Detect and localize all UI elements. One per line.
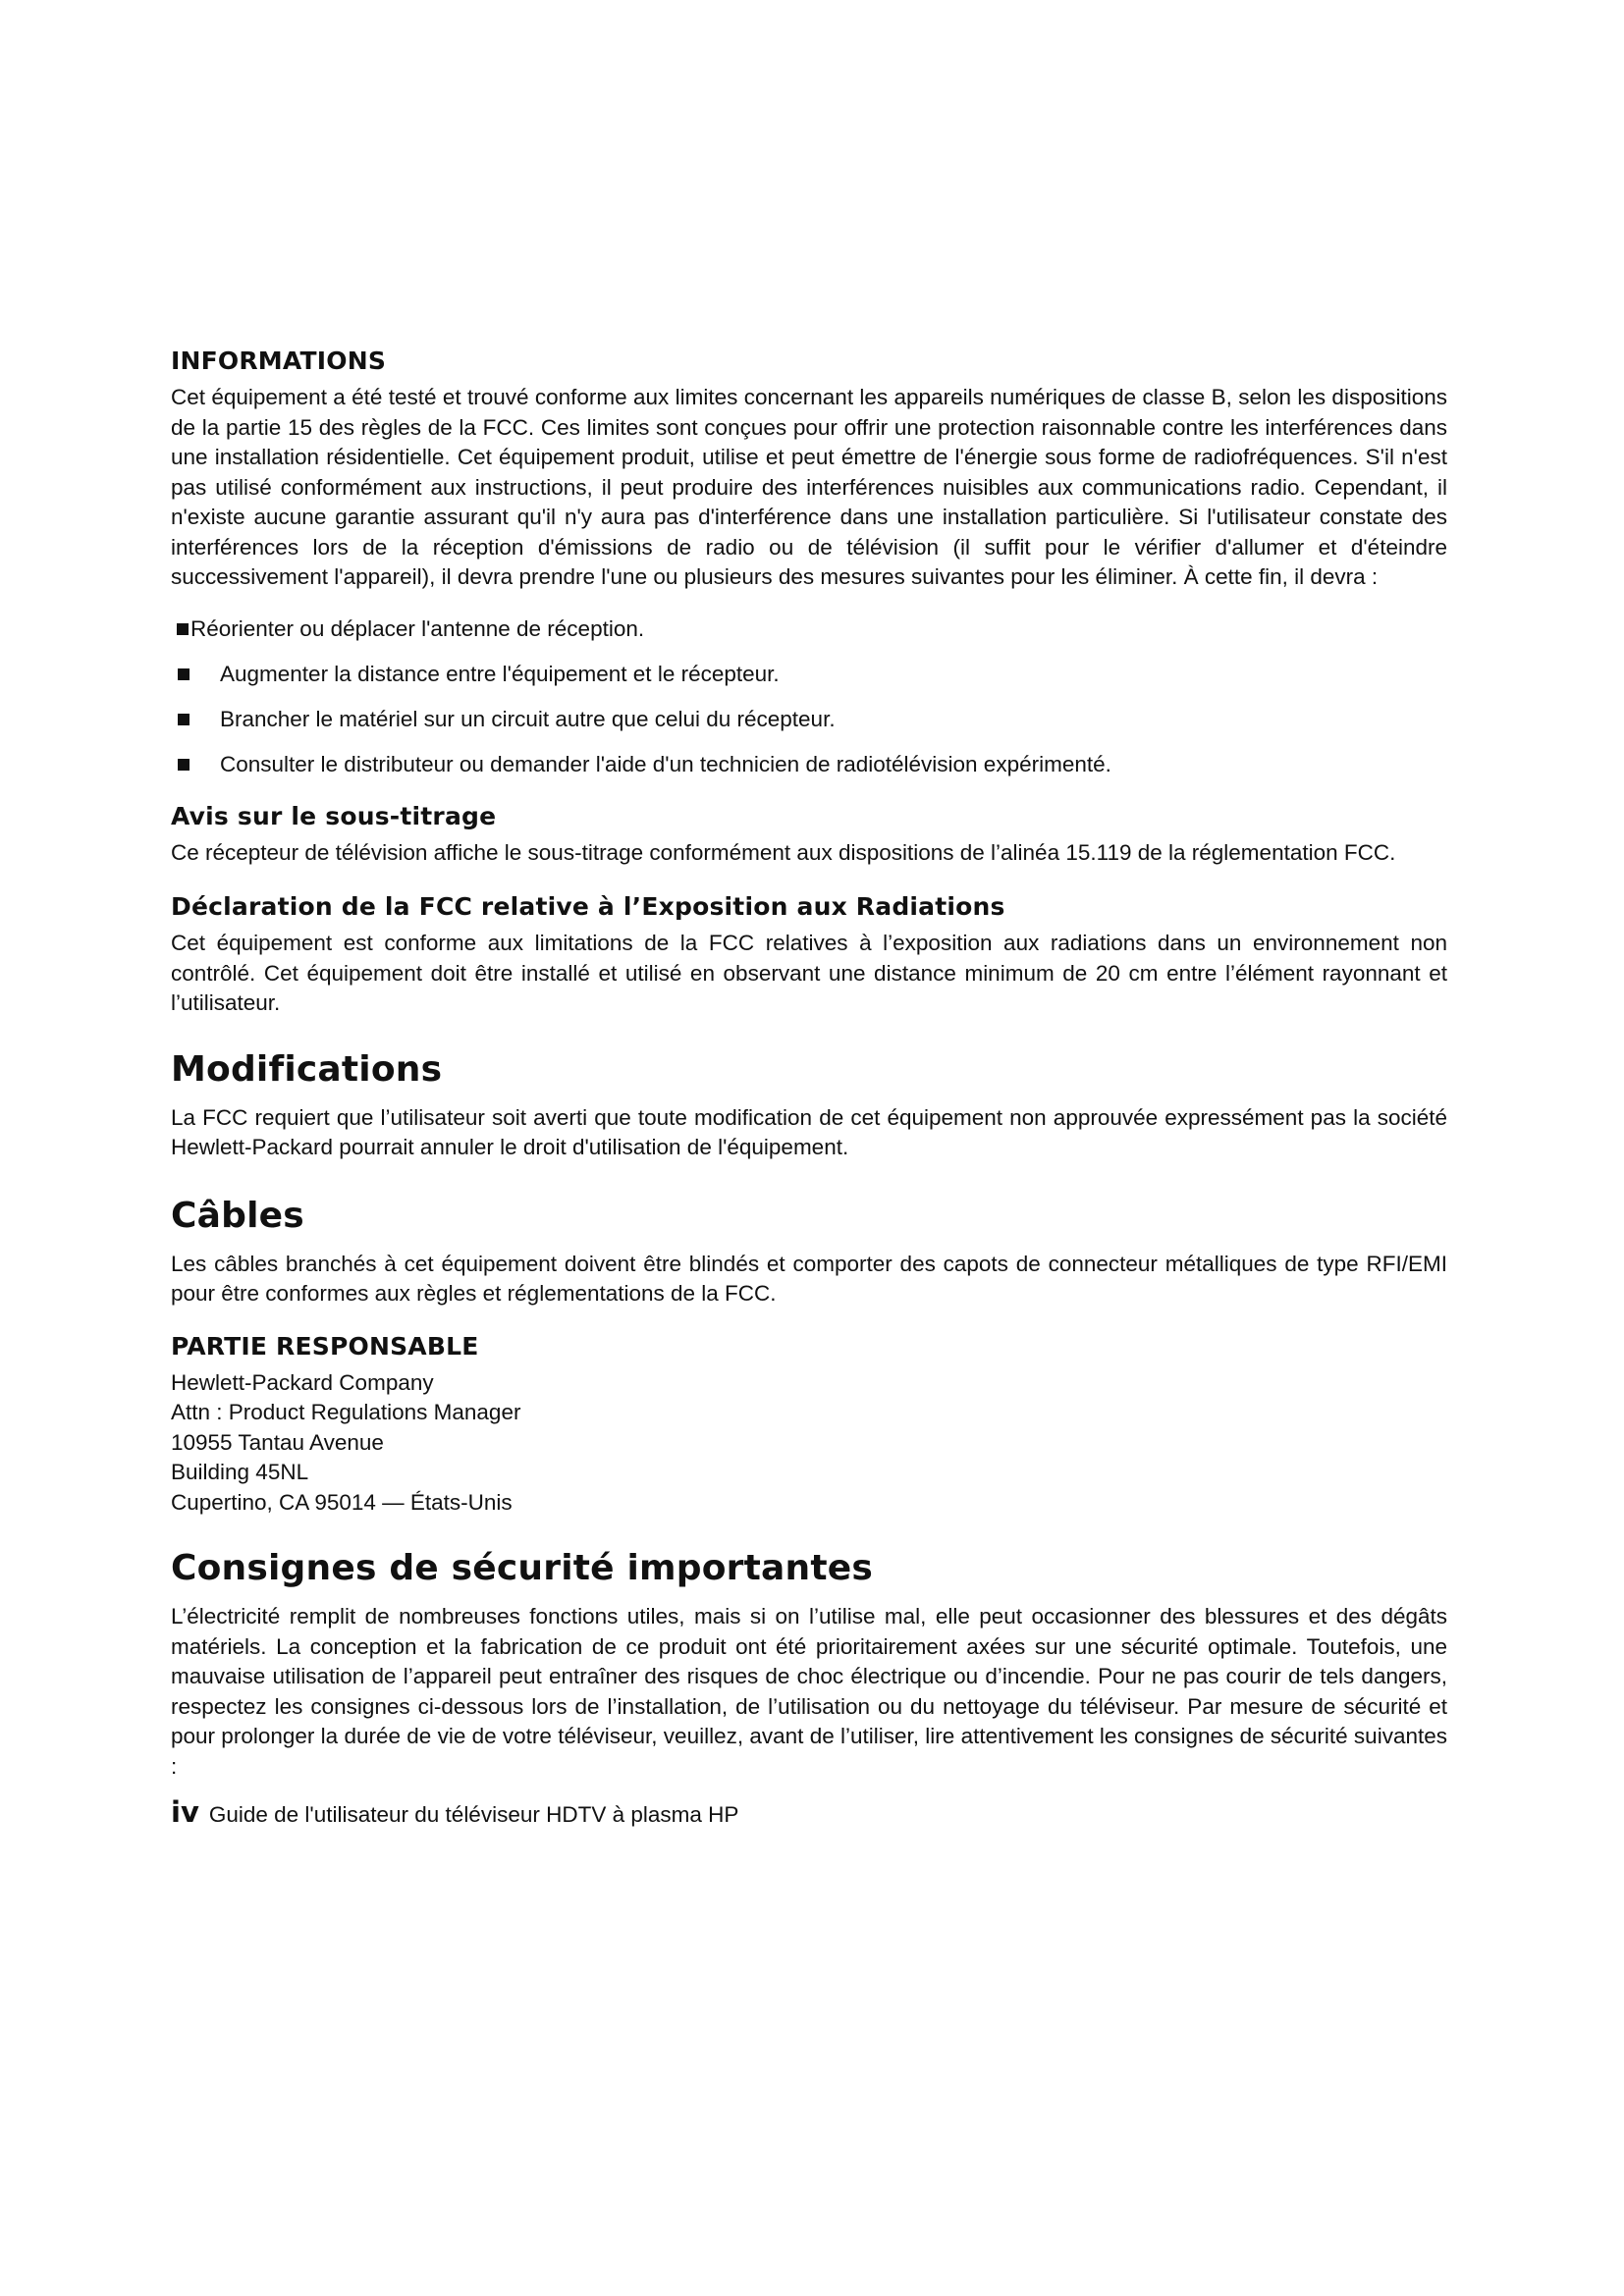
document-page <box>171 346 1447 1829</box>
footer-title: Guide de l'utilisateur du téléviseur HDTV à plasma HP <box>208 1802 739 1827</box>
radiation-body: Cet équipement est conforme aux limitations de la FCC relatives à l’exposition aux radiations dans un environnement non contrôlé. Cet équipement doit être installé et utilisé en observant une distance minimum de 20 cm entre l’élément rayonnant et l’utilisateur. <box>171 931 1447 1015</box>
captioning-section <box>171 801 1447 869</box>
cables-section <box>171 1195 1447 1309</box>
informations-section <box>171 346 1447 787</box>
informations-bullet-list <box>171 607 1447 787</box>
bullet-square-icon <box>178 668 189 680</box>
address-line: Attn : Product Regulations Manager <box>171 1400 521 1424</box>
cables-body: Les câbles branchés à cet équipement doivent être blindés et comporter des capots de connecteur métalliques de type RFI/EMI pour être conformes aux règles et réglementations de la FCC. <box>171 1251 1447 1306</box>
bullet-text: Consulter le distributeur ou demander l'aide d'un technicien de radiotélévision expérimenté. <box>220 751 1111 776</box>
captioning-heading: Avis sur le sous-titrage <box>171 801 497 830</box>
address-line: 10955 Tantau Avenue <box>171 1429 384 1455</box>
bullet-item <box>171 652 1447 697</box>
informations-body: Cet équipement a été testé et trouvé conforme aux limites concernant les appareils numériques de classe B, selon les dispositions de la partie 15 des règles de la FCC. Ces limites sont conçues pour offrir une protection raisonnable contre les interférences dans une installation résidentielle. Cet équipement produit, utilise et peut émettre de l'énergie sous forme de radiofréquences. S'il n'est pas utilisé conformément aux instructions, il peut produire des interférences nuisibles aux communications radio. Cependant, il n'existe aucune garantie assurant qu'il n'y aura pas d'interférence dans une installation particulière. Si l'utilisateur constate des interférences lors de la réception d'émissions de radio ou de télévision (il suffit pour le vérifier d'allumer et d'éteindre successivement l'appareil), il devra prendre l'une ou plusieurs des mesures suivantes pour les éliminer. À cette fin, il devra : <box>171 385 1447 589</box>
bullet-square-icon <box>178 714 189 725</box>
safety-heading: Consignes de sécurité importantes <box>171 1548 873 1588</box>
modifications-body: La FCC requiert que l’utilisateur soit averti que toute modification de cet équipement non approuvée expressément pas la société Hewlett-Packard pourrait annuler le droit d'utilisation de l'équipement. <box>171 1104 1447 1159</box>
radiation-section <box>171 891 1447 1019</box>
informations-heading: INFORMATIONS <box>171 347 387 375</box>
responsible-party-section <box>171 1331 1447 1519</box>
bullet-text: Augmenter la distance entre l'équipement et le récepteur. <box>220 661 780 686</box>
cables-heading: Câbles <box>171 1195 304 1236</box>
modifications-heading: Modifications <box>171 1048 443 1090</box>
address-line: Building 45NL <box>171 1460 309 1484</box>
bullet-item <box>171 697 1447 742</box>
page-footer <box>171 1795 1447 1829</box>
bullet-item <box>171 742 1447 787</box>
bullet-text: Réorienter ou déplacer l'antenne de réception. <box>190 615 645 641</box>
page-number: iv <box>171 1795 199 1829</box>
address-line: Hewlett-Packard Company <box>171 1369 434 1395</box>
captioning-body: Ce récepteur de télévision affiche le sous-titrage conformément aux dispositions de l’alinéa 15.119 de la réglementation FCC. <box>171 839 1396 865</box>
responsible-party-address <box>171 1368 1447 1519</box>
bullet-square-icon <box>178 759 189 771</box>
address-line: Cupertino, CA 95014 — États-Unis <box>171 1489 513 1515</box>
bullet-item <box>171 607 1447 652</box>
safety-section <box>171 1547 1447 1782</box>
responsible-party-heading: PARTIE RESPONSABLE <box>171 1331 479 1361</box>
safety-body: L’électricité remplit de nombreuses fonctions utiles, mais si on l’utilise mal, elle peut occasionner des blessures et des dégâts matériels. La conception et la fabrication de ce produit ont été prioritairement axées sur une sécurité optimale. Toutefois, une mauvaise utilisation de l’appareil peut entraîner des risques de choc électrique ou d’incendie. Pour ne pas courir de tels dangers, respectez les consignes ci-dessous lors de l’installation, de l’utilisation ou du nettoyage du téléviseur. Par mesure de sécurité et pour prolonger la durée de vie de votre téléviseur, veuillez, avant de l’utiliser, lire attentivement les consignes de sécurité suivantes : <box>171 1604 1447 1779</box>
bullet-text: Brancher le matériel sur un circuit autre que celui du récepteur. <box>220 706 836 731</box>
bullet-square-icon <box>177 623 189 635</box>
radiation-heading: Déclaration de la FCC relative à l’Exposition aux Radiations <box>171 892 1005 921</box>
modifications-section <box>171 1048 1447 1163</box>
